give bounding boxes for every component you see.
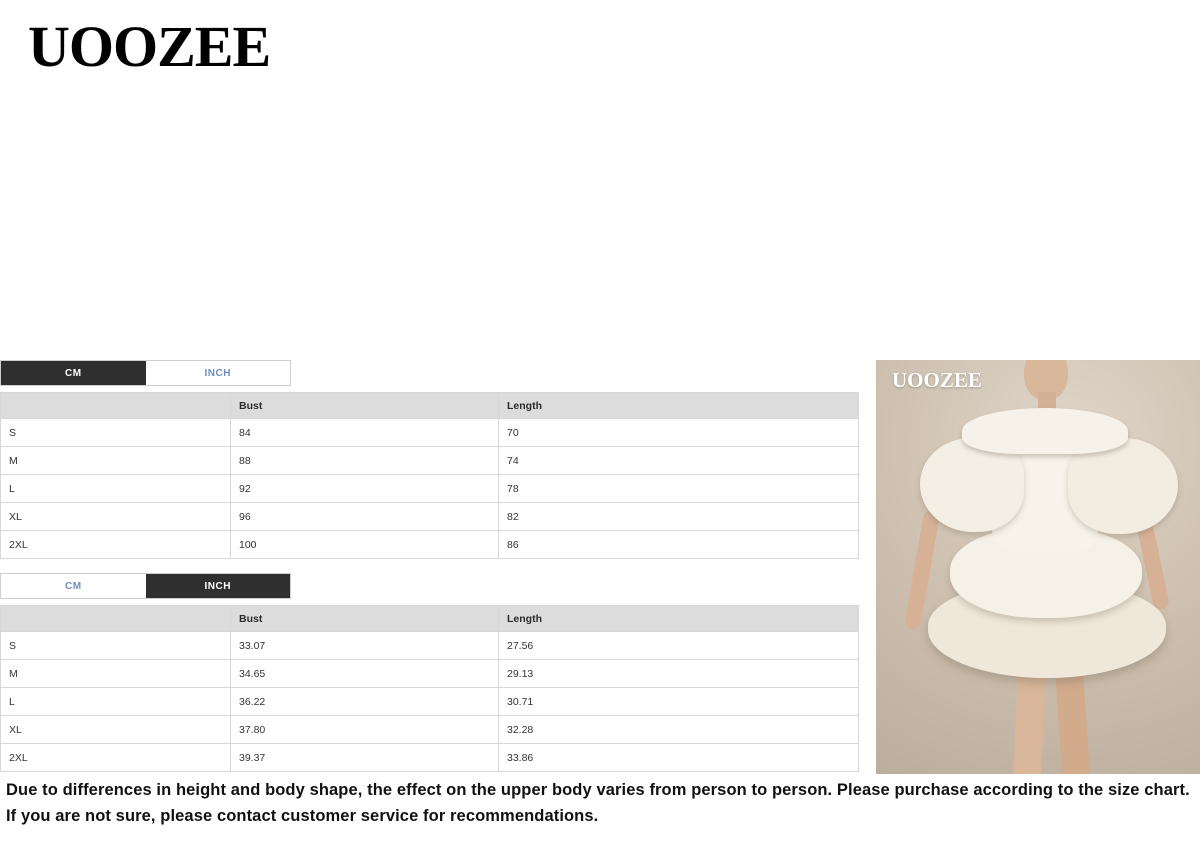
table-row [1, 744, 859, 772]
cell-length: 33.86 [499, 744, 859, 772]
column-header-length: Length [499, 606, 859, 632]
cell-length: 27.56 [499, 632, 859, 660]
cell-bust: 33.07 [231, 632, 499, 660]
brand-logo: UOOZEE [28, 14, 271, 79]
product-photo [876, 360, 1200, 774]
cell-bust: 84 [231, 419, 499, 447]
cell-length: 30.71 [499, 688, 859, 716]
cell-length: 70 [499, 419, 859, 447]
model-illustration [876, 360, 1200, 774]
unit-tab-inch[interactable]: INCH [146, 574, 291, 598]
cell-bust: 37.80 [231, 716, 499, 744]
column-header-size [1, 393, 231, 419]
table-row [1, 475, 859, 503]
cell-size: M [1, 660, 231, 688]
cell-size: XL [1, 716, 231, 744]
unit-tab-cm[interactable]: CM [1, 361, 146, 385]
cell-bust: 39.37 [231, 744, 499, 772]
size-table-cm [0, 392, 859, 559]
cell-bust: 36.22 [231, 688, 499, 716]
cell-length: 29.13 [499, 660, 859, 688]
cell-length: 82 [499, 503, 859, 531]
column-header-size [1, 606, 231, 632]
cell-bust: 96 [231, 503, 499, 531]
cell-size: S [1, 419, 231, 447]
dress-shoulder-ruffle [962, 408, 1128, 454]
table-row [1, 531, 859, 559]
table-row [1, 660, 859, 688]
table-row [1, 632, 859, 660]
column-header-length: Length [499, 393, 859, 419]
photo-watermark-logo: UOOZEE [892, 368, 982, 392]
table-header-row [1, 606, 859, 632]
cell-bust: 88 [231, 447, 499, 475]
cell-length: 32.28 [499, 716, 859, 744]
cell-size: 2XL [1, 744, 231, 772]
size-tables-column [0, 360, 858, 772]
unit-tab-cm[interactable]: CM [1, 574, 146, 598]
table-header-row [1, 393, 859, 419]
cell-bust: 92 [231, 475, 499, 503]
size-table-inch [0, 605, 859, 772]
column-header-bust: Bust [231, 606, 499, 632]
unit-toggle-cm-table[interactable] [0, 360, 291, 386]
cell-size: L [1, 688, 231, 716]
cell-bust: 34.65 [231, 660, 499, 688]
cell-length: 86 [499, 531, 859, 559]
cell-size: L [1, 475, 231, 503]
table-row [1, 716, 859, 744]
cell-bust: 100 [231, 531, 499, 559]
cell-size: 2XL [1, 531, 231, 559]
cell-size: XL [1, 503, 231, 531]
cell-size: S [1, 632, 231, 660]
unit-toggle-inch-table[interactable] [0, 573, 291, 599]
column-header-bust: Bust [231, 393, 499, 419]
table-row [1, 503, 859, 531]
unit-tab-inch[interactable]: INCH [146, 361, 291, 385]
cell-length: 78 [499, 475, 859, 503]
table-row [1, 419, 859, 447]
table-row [1, 447, 859, 475]
cell-size: M [1, 447, 231, 475]
size-disclaimer-text: Due to differences in height and body shape, the effect on the upper body varies from person to person. Please purchase according to the size chart. If you are not sure, please contact customer service for recommendations. [6, 781, 1190, 825]
table-row [1, 688, 859, 716]
cell-length: 74 [499, 447, 859, 475]
table-spacer [0, 559, 858, 573]
